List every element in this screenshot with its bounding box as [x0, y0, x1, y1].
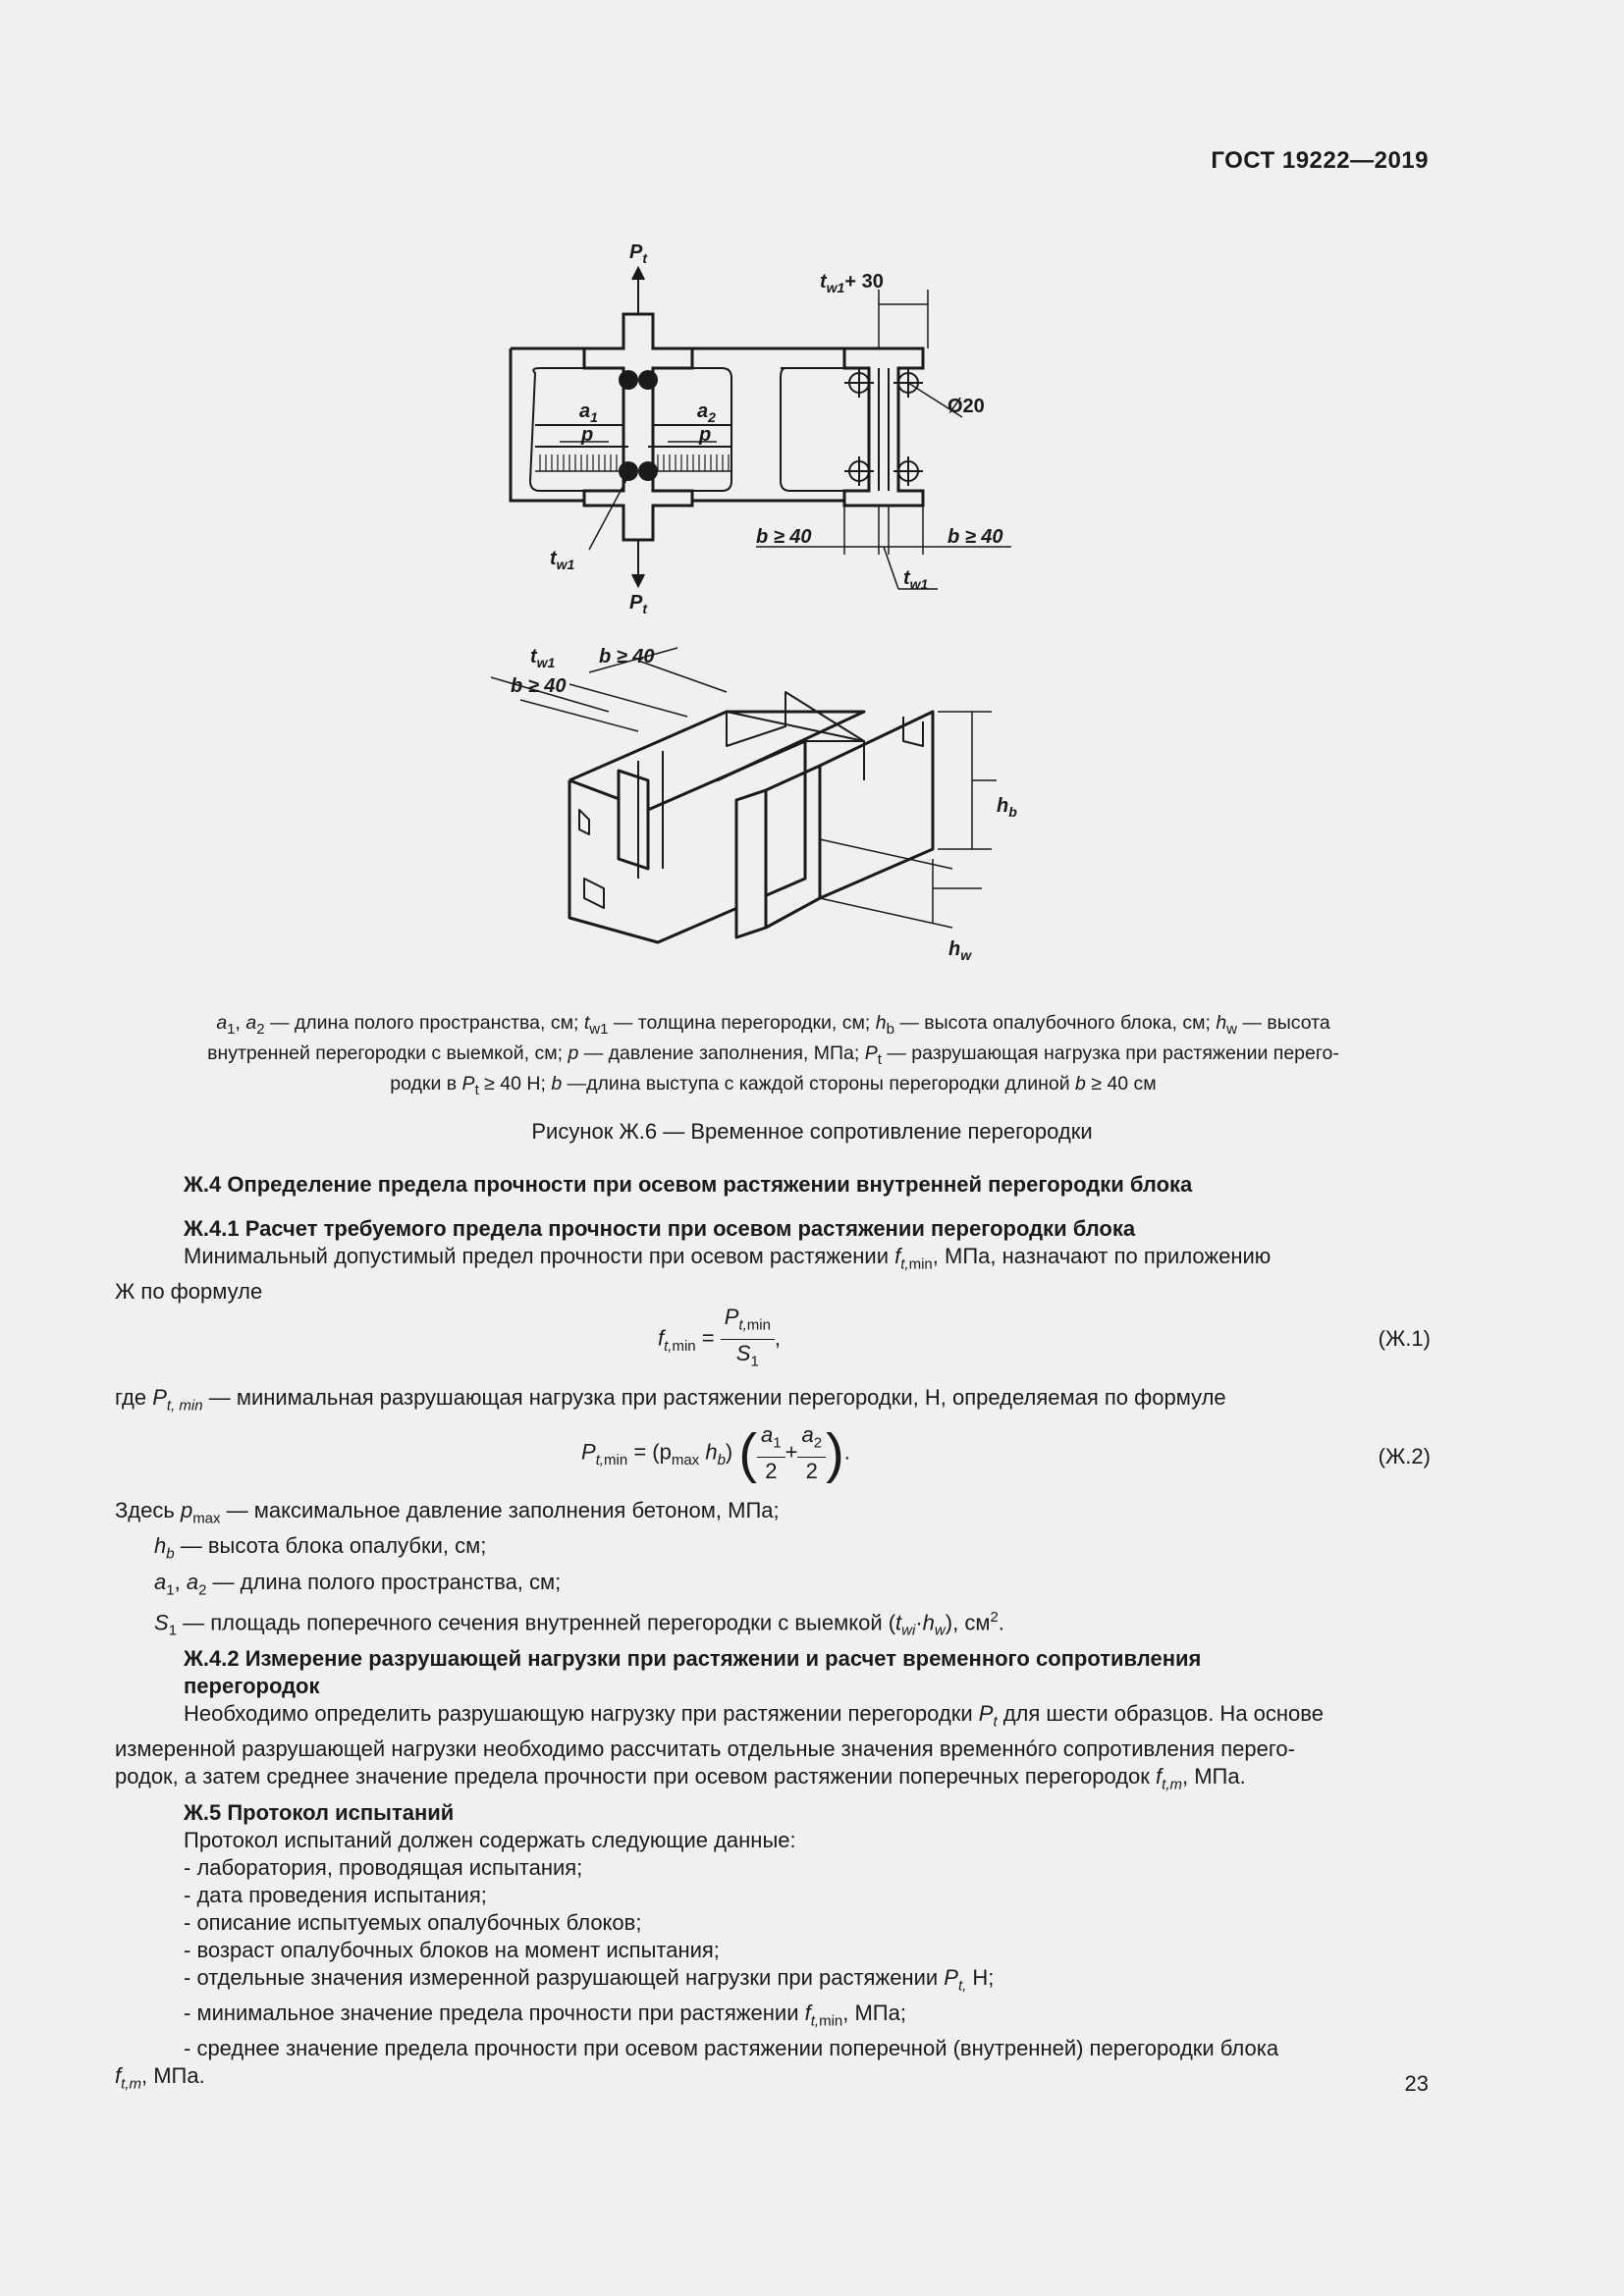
definitions [115, 1497, 1431, 2099]
list-item: - лаборатория, проводящая испытания; [184, 1854, 583, 1880]
heading-zh42: Ж.4.2 Измерение разрушающей нагрузки при растяжении и расчет временного сопротивления [184, 1645, 1202, 1671]
list-item: - возраст опалубочных блоков на момент испытания; [184, 1937, 720, 1962]
list-item-cont: $f_{t,m}$, МПа. [115, 2063, 205, 2093]
label-tw1-plus30: $t_{w1}+ 30$ [820, 271, 884, 295]
list-item: - описание испытуемых опалубочных блоков; [184, 1909, 642, 1935]
para-2-cont-2: родок, а затем среднее значение предела прочности при осевом растяжении поперечных перегородок $f_{t,m}$, МПа. [115, 1764, 1246, 1793]
equation-number-2: (Ж.2) [1378, 1444, 1431, 1468]
para-2-cont-1: измеренной разрушающей нагрузки необходимо рассчитать отдельные значения временнóго сопротивления перего- [115, 1736, 1295, 1762]
label-p-right: p [699, 424, 712, 446]
document-header: ГОСТ 19222—2019 [1211, 147, 1429, 174]
def-hb: $h_b$ — высота блока опалубки, см; [154, 1533, 487, 1563]
list-item: - отдельные значения измеренной разрушающей нагрузки при растяжении $P_{t,}$ Н; [184, 1964, 995, 1995]
label-b40-right: b ≥ 40 [947, 526, 1003, 548]
partition-test-diagram [491, 231, 1041, 996]
label-iso-tw1: $t_{w1}$ [530, 646, 556, 670]
label-b40-left: b ≥ 40 [756, 526, 812, 548]
def-pmax: Здесь $p_{max}$ — максимальное давление заполнения бетоном, МПа; [115, 1498, 780, 1527]
formula-zh2: $P_{t,min} = (p_{max}$ $h_b$) ( $\frac{a_1}{2}$ + $\frac{a_2}{2}$ ). (Ж.2) [581, 1421, 1431, 1484]
label-tw1-bottom: $t_{w1}$ [550, 548, 575, 572]
heading-zh5: Ж.5 Протокол испытаний [184, 1799, 455, 1825]
para-3: Протокол испытаний должен содержать следующие данные: [184, 1827, 796, 1852]
section-zh41 [115, 1215, 1431, 1306]
para-2: Необходимо определить разрушающую нагрузку при растяжении перегородки $P_t$ для шести образцов. На основе [184, 1700, 1324, 1731]
heading-zh4: Ж.4 Определение предела прочности при осевом растяжении внутренней перегородки блока [184, 1172, 1193, 1197]
figure-diagram [491, 231, 1041, 996]
label-diameter: Ø20 [947, 396, 985, 417]
section-zh4 [115, 1171, 1431, 1199]
label-iso-b40-a: b ≥ 40 [599, 646, 655, 667]
label-a2: $a_2$ [697, 400, 716, 425]
figure-legend: $a_1$, $a_2$ — длина полого пространства, см; $t_{w1}$ — толщина перегородки, см; $h_b$ — высота опалубочного блока, см; $h_w$ — высота внутренней перегородки с выемкой, см; p — давление заполнения, МПа; $P_t$ — разрушающая нагрузка при растяжении перего- родки в $P_t \ge 40$ Н; b —длина выступа с каждой стороны перегородки длиной b ≥ 40 см [207, 1012, 1339, 1098]
para-1: Минимальный допустимый предел прочности при осевом растяжении $f_{t,min}$, МПа, назначают по приложению [184, 1244, 1272, 1273]
label-hb: $h_b$ [997, 795, 1017, 820]
list-item: - среднее значение предела прочности при осевом растяжении поперечной (внутренней) перегородки блока [184, 2036, 1279, 2061]
label-iso-b40-b: b ≥ 40 [511, 675, 567, 697]
equation-number-1: (Ж.1) [1378, 1326, 1431, 1351]
label-pt-bottom: $P_t$ [628, 592, 648, 616]
label-p-left: p [581, 424, 594, 446]
figure-caption: Рисунок Ж.6 — Временное сопротивление перегородки [531, 1119, 1093, 1144]
para-1-cont: Ж по формуле [115, 1279, 263, 1305]
def-a: $a_1$, $a_2$ — длина полого пространства, см; [154, 1569, 562, 1599]
label-pt-top: $P_t$ [628, 241, 648, 266]
heading-zh42-cont: перегородок [184, 1673, 320, 1698]
label-a1: $a_1$ [579, 400, 598, 425]
label-tw1-right: $t_{w1}$ [903, 567, 929, 592]
list-item: - дата проведения испытания; [184, 1882, 487, 1907]
formula-zh1: $f_{t,min}$ = $\frac{P_{t,min}}{S_1}$ , (Ж.1) [658, 1305, 1431, 1370]
label-hw: $h_w$ [948, 938, 972, 963]
list-item: - минимальное значение предела прочности при растяжении $f_{t,min}$, МПа; [184, 2001, 906, 2030]
page-number: 23 [1404, 2071, 1429, 2096]
def-s1: $S_1$ — площадь поперечного сечения внутренней перегородки с выемкой $(t_{wi}\cdot h_w)$, $см^2$. [154, 1609, 1004, 1639]
para-where: где $P_{t, min}$ — минимальная разрушающая нагрузка при растяжении перегородки, Н, определяемая по формуле [115, 1385, 1226, 1415]
heading-zh41: Ж.4.1 Расчет требуемого предела прочности при осевом растяжении перегородки блока [184, 1216, 1136, 1241]
